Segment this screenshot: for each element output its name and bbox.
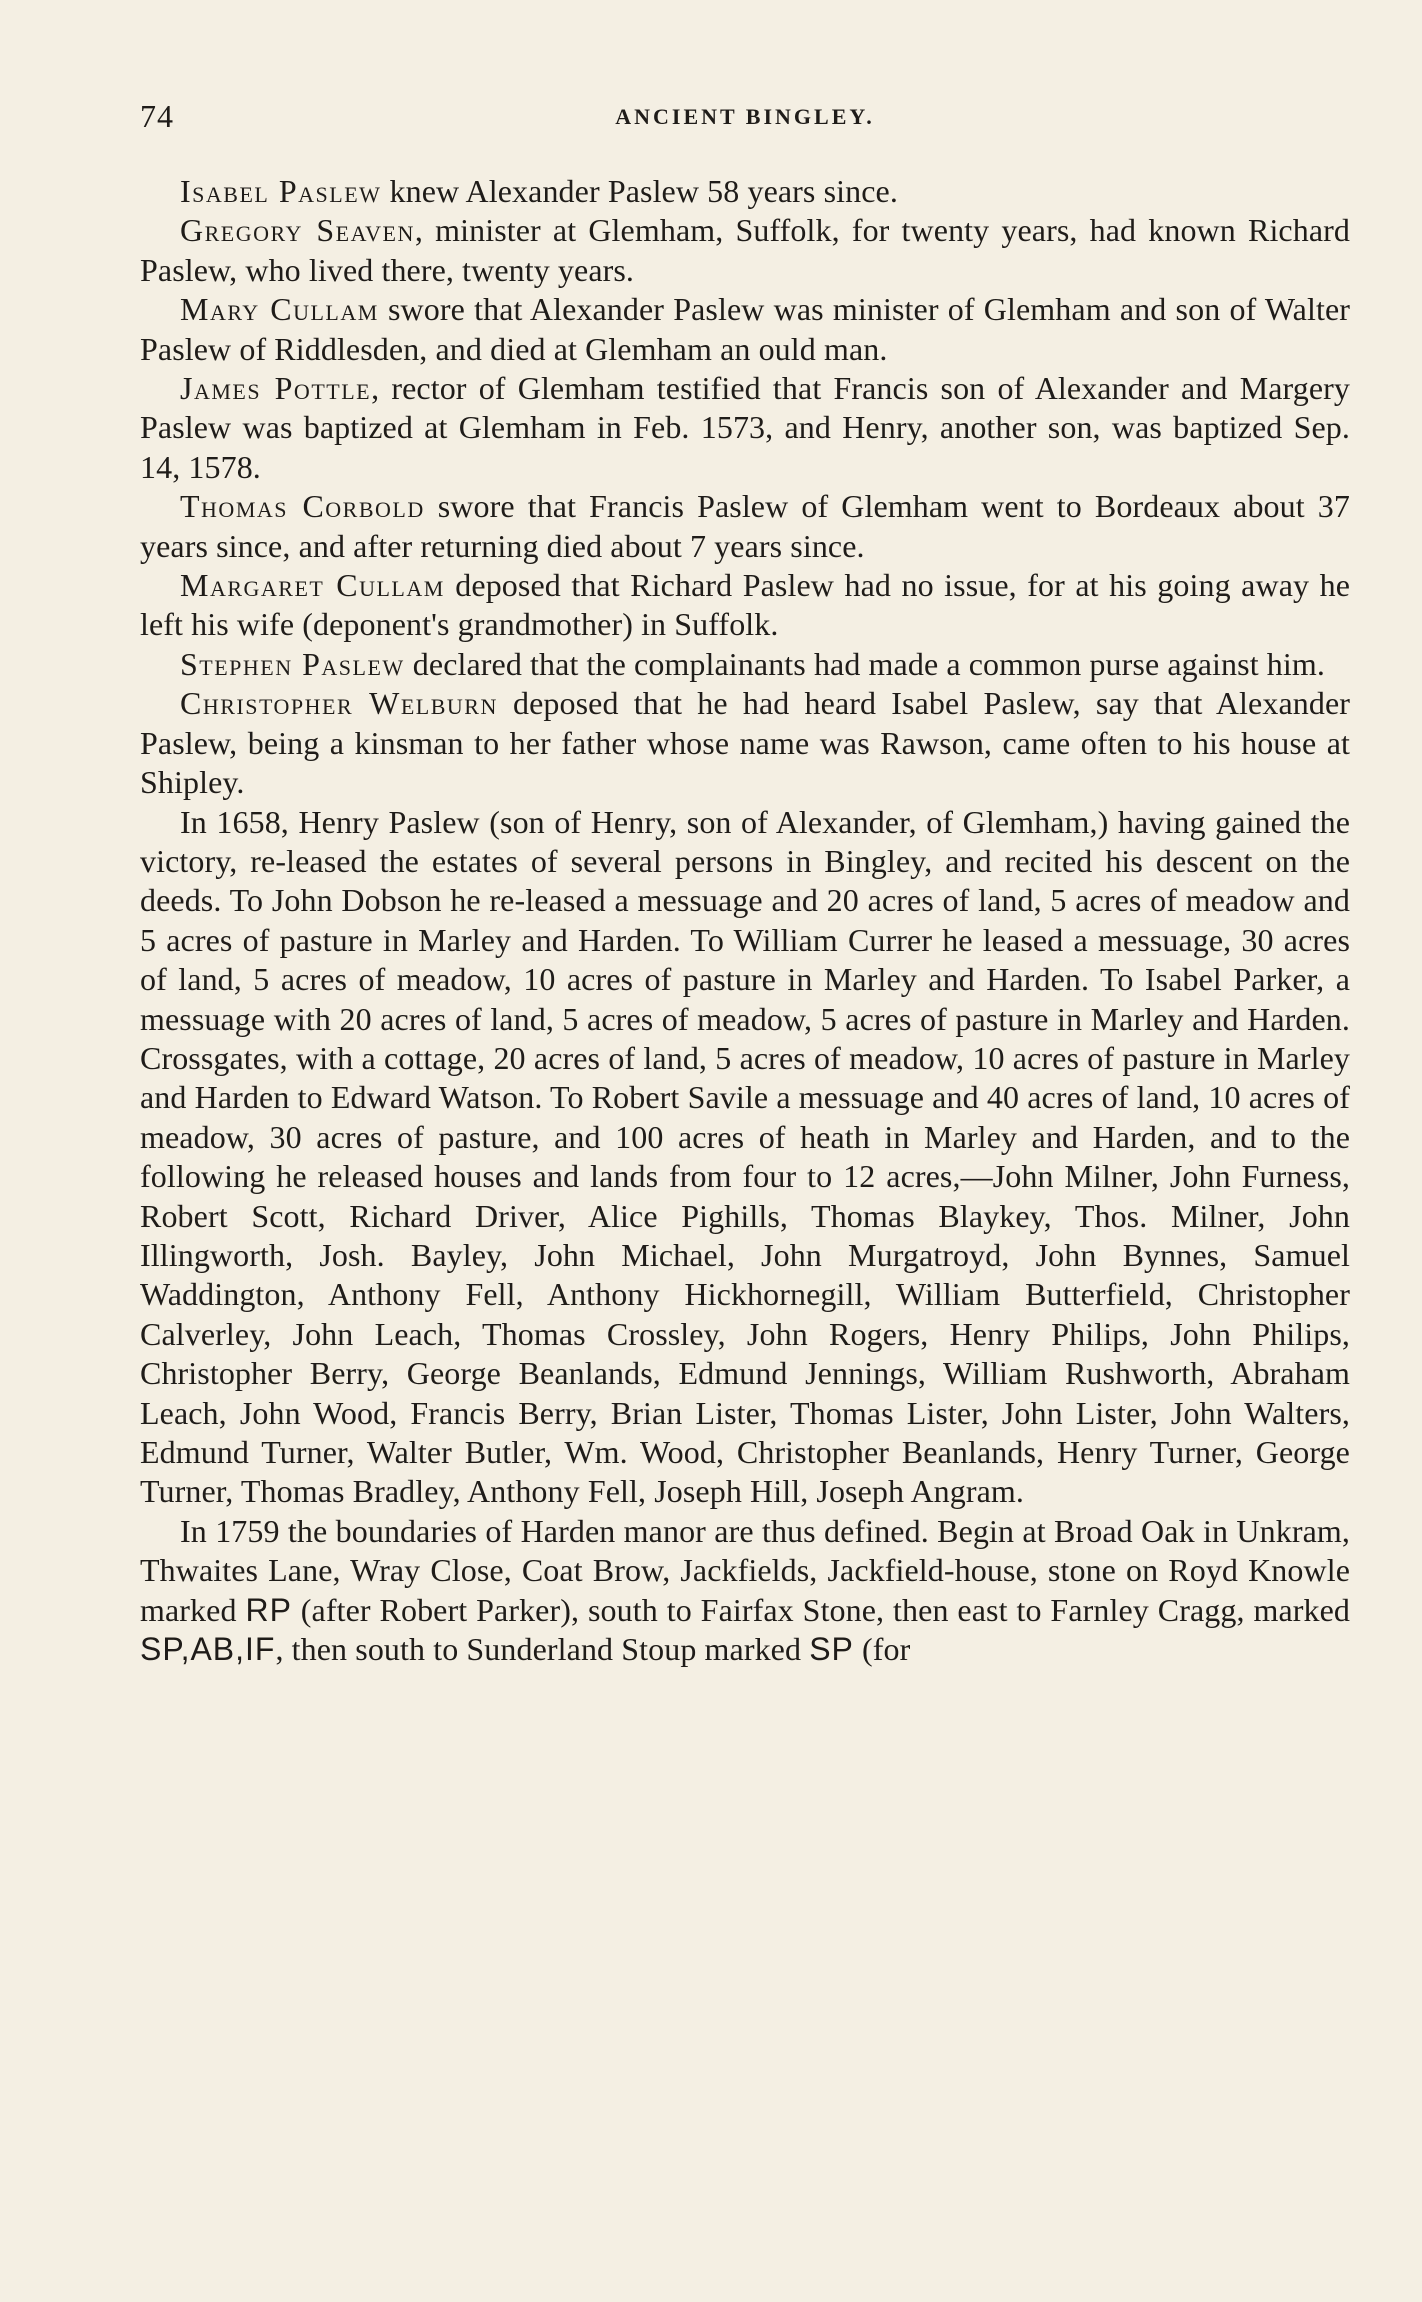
deposition-text: deposed that Richard Paslew had no issue, for at his going away he left his wife (deponent's grandmother) in Suffolk.: [140, 567, 1350, 643]
deponent-name: Gregory Seaven: [180, 212, 415, 249]
paragraph-1759-boundaries: [140, 1512, 1350, 1670]
deposition-james-pottle: [140, 369, 1350, 487]
deposition-margaret-cullam: [140, 566, 1350, 645]
deposition-text: swore that Alexander Paslew was minister of Glemham and son of Walter Paslew of Riddlesden, and died at Glemham an ould man.: [140, 291, 1351, 367]
deposition-thomas-corbold: [140, 487, 1350, 566]
page-number: 74: [140, 98, 174, 134]
boundary-mark-sp-ab-if: SP,AB,IF: [140, 1631, 276, 1668]
body-text: [140, 172, 1350, 1669]
deponent-name: Thomas Corbold: [180, 488, 425, 525]
deponent-name: Stephen Paslew: [180, 645, 405, 682]
paragraph-text-part-4: (for: [853, 1631, 911, 1668]
boundary-mark-sp: SP: [809, 1631, 854, 1668]
deposition-text: knew Alexander Paslew 58 years since.: [381, 173, 898, 209]
deponent-name: Isabel Paslew: [180, 173, 382, 209]
deposition-isabel-paslew: [140, 172, 1350, 211]
paragraph-text-part-2: (after Robert Parker), south to Fairfax Stone, then east to Farnley Cragg, marked: [291, 1591, 1351, 1628]
running-title: ANCIENT BINGLEY.: [615, 104, 875, 129]
paragraph-text-part-3: , then south to Sunderland Stoup marked: [275, 1631, 810, 1668]
book-page: [140, 0, 1350, 2302]
deposition-text: , minister at Glemham, Suffolk, for twenty years, had known Richard Paslew, who lived there, twenty years.: [140, 212, 1350, 288]
boundary-mark-rp: RP: [245, 1591, 292, 1628]
deponent-name: James Pottle: [180, 370, 372, 407]
paragraph-1658-re-lease: [140, 803, 1350, 1512]
deponent-name: Mary Cullam: [180, 291, 379, 328]
deposition-text: declared that the complainants had made a common purse against him.: [404, 645, 1325, 682]
deponent-name: Christopher Welburn: [180, 685, 498, 722]
deposition-christopher-welburn: [140, 684, 1350, 802]
deposition-text: swore that Francis Paslew of Glemham went to Bordeaux about 37 years since, and after returning died about 7 years since.: [140, 488, 1350, 564]
deposition-text: deposed that he had heard Isabel Paslew, say that Alexander Paslew, being a kinsman to her father whose name was Rawson, came often to his house at Shipley.: [140, 685, 1351, 801]
paragraph-text: In 1658, Henry Paslew (son of Henry, son of Alexander, of Glemham,) having gained the victory, re-leased the estates of several persons in Bingley, and recited his descent on the deeds. To John Dobson he re-leased a messuage and 20 acres of land, 5 acres of meadow and 5 acres of pasture in Marley and Harden. To William Currer he leased a messuage, 30 acres of land, 5 acres of meadow, 10 acres of pasture in Marley and Harden. To Isabel Parker, a messuage with 20 acres of land, 5 acres of meadow, 5 acres of pasture in Marley and Harden. Crossgates, with a cottage, 20 acres of land, 5 acres of meadow, 10 acres of pasture in Marley and Harden to Edward Watson. To Robert Savile a messuage and 40 acres of land, 10 acres of meadow, 30 acres of pasture, and 100 acres of heath in Marley and Harden, and to the following he released houses and lands from four to 12 acres,—John Milner, John Furness, Robert Scott, Richard Driver, Alice Pighills, Thomas Blaykey, Thos. Milner, John Illingworth, Josh. Bayley, John Michael, John Murgatroyd, John Bynnes, Samuel Waddington, Anthony Fell, Anthony Hickhornegill, William Butterfield, Christopher Calverley, John Leach, Thomas Crossley, John Rogers, Henry Philips, John Philips, Christopher Berry, George Beanlands, Edmund Jennings, William Rushworth, Abraham Leach, John Wood, Francis Berry, Brian Lister, Thomas Lister, John Lister, John Walters, Edmund Turner, Walter Butler, Wm. Wood, Christopher Beanlands, Henry Turner, George Turner, Thomas Bradley, Anthony Fell, Joseph Hill, Joseph Angram.: [140, 803, 1350, 1510]
deponent-name: Margaret Cullam: [180, 567, 445, 604]
running-header: [140, 98, 1350, 138]
deposition-gregory-seaven: [140, 211, 1350, 290]
deposition-mary-cullam: [140, 290, 1350, 369]
deposition-text: , rector of Glemham testified that Francis son of Alexander and Margery Paslew was baptized at Glemham in Feb. 1573, and Henry, another son, was baptized Sep. 14, 1578.: [140, 370, 1350, 485]
deposition-stephen-paslew: [140, 645, 1350, 684]
paragraph-text-part-1: In 1759 the boundaries of Harden manor are thus defined. Begin at Broad Oak in Unkram, Thwaites Lane, Wray Close, Coat Brow, Jackfields, Jackfield-house, stone on Royd Knowle marked: [140, 1512, 1350, 1628]
